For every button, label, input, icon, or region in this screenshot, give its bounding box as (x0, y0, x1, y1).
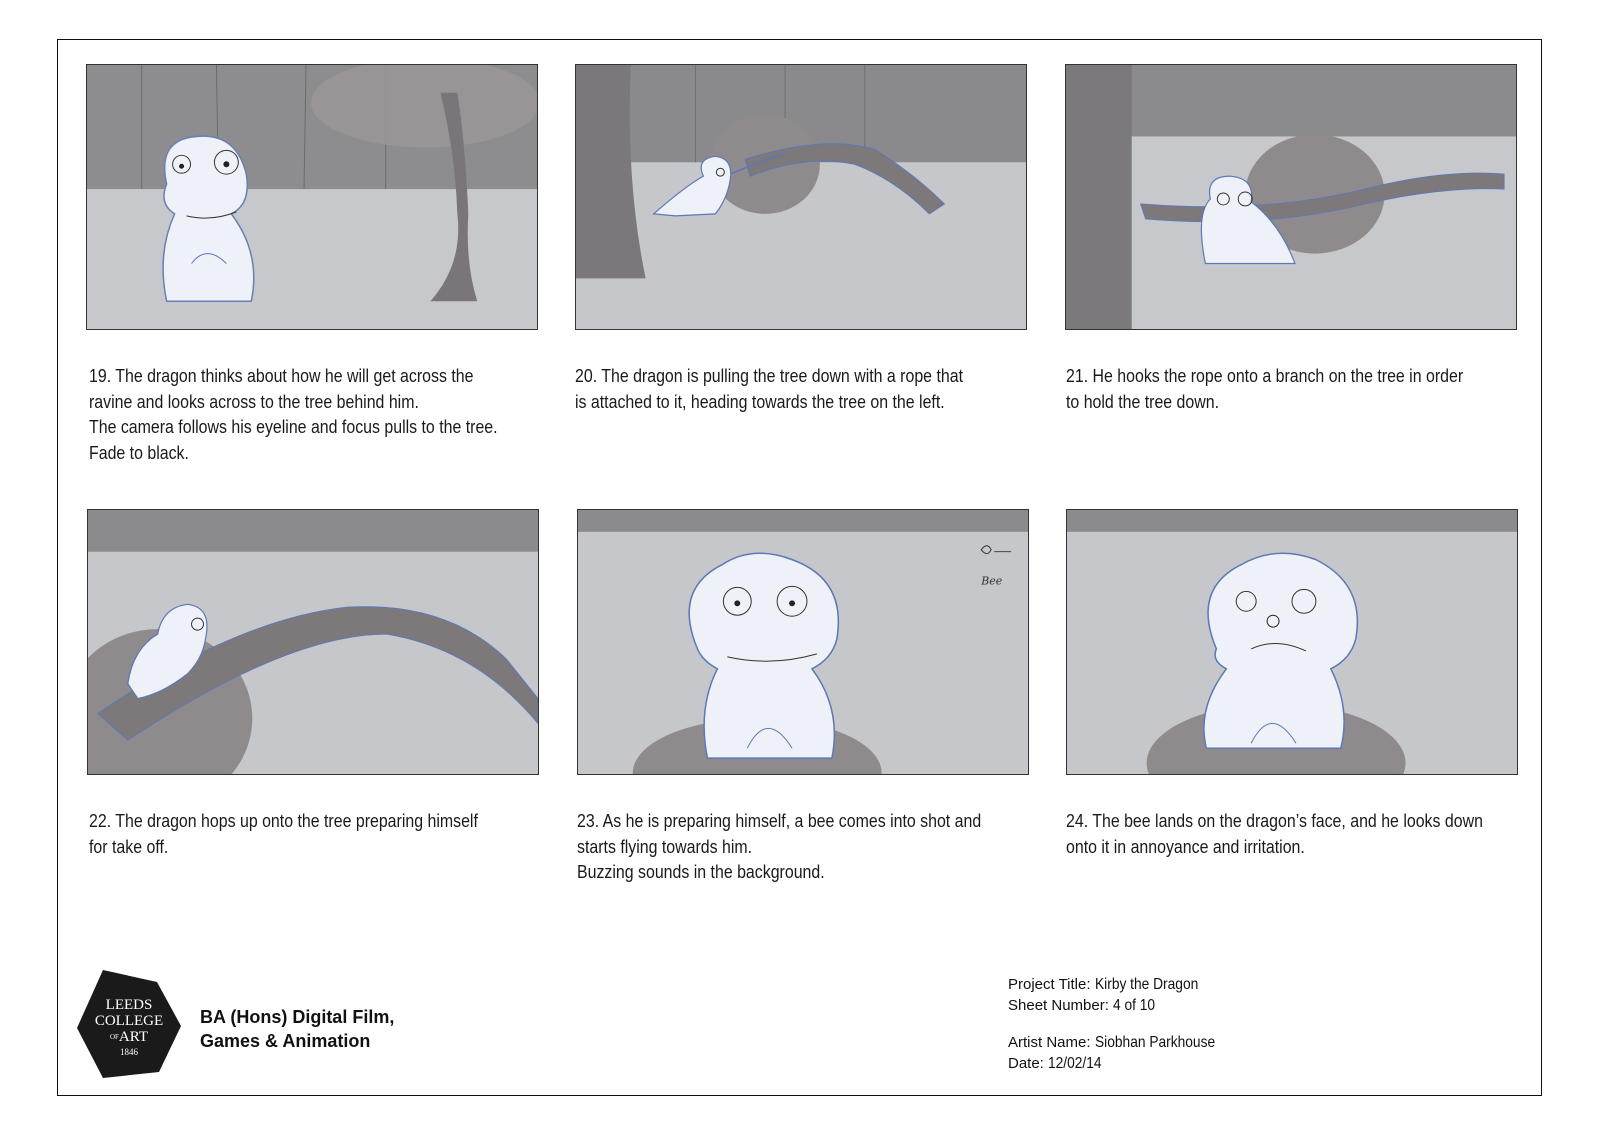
storyboard-panel-21 (1065, 64, 1517, 330)
bee-label: Bee (981, 574, 1003, 588)
logo-art: ART (118, 1029, 149, 1045)
artist-name-value: Siobhan Parkhouse (1094, 1034, 1215, 1051)
date-label: Date: (1008, 1055, 1044, 1072)
caption-line: Fade to black. (89, 441, 189, 463)
artist-name-label: Artist Name: (1008, 1034, 1091, 1051)
caption-line: 23. As he is preparing himself, a bee comes into shot and (577, 810, 982, 831)
panel-22-caption (89, 808, 493, 859)
panel-21-caption (1066, 363, 1470, 414)
caption-line: 21. He hooks the rope onto a branch on the tree in order (1066, 365, 1464, 386)
caption-line: ravine and looks across to the tree behind him. (89, 390, 419, 412)
caption-line: 24. The bee lands on the dragon’s face, and he looks down (1066, 810, 1483, 831)
caption-line: to hold the tree down. (1066, 390, 1220, 412)
panel-23-caption (577, 808, 981, 885)
storyboard-panel-19 (86, 64, 538, 330)
panel-19-sketch (87, 65, 537, 329)
logo-line-leeds: LEEDS (105, 997, 153, 1013)
storyboard-panel-24 (1066, 509, 1518, 775)
course-line-2: Games & Animation (200, 1031, 371, 1051)
panel-20-caption (575, 363, 979, 414)
storyboard-panel-20 (575, 64, 1027, 330)
project-title-label: Project Title: (1008, 976, 1091, 993)
project-title-row (1008, 976, 1215, 994)
date-row (1008, 1055, 1110, 1073)
caption-line: starts flying towards him. (577, 835, 753, 857)
course-title (200, 1005, 394, 1053)
logo-line-college: COLLEGE (94, 1013, 164, 1029)
artist-name-row (1008, 1034, 1234, 1052)
caption-line: is attached to it, heading towards the tree on the left. (575, 390, 945, 412)
panel-21-sketch (1066, 65, 1516, 329)
panel-24-caption (1066, 808, 1483, 859)
project-title-value: Kirby the Dragon (1094, 976, 1198, 993)
panel-22-sketch (88, 510, 538, 774)
sheet-number-value: 4 of 10 (1112, 997, 1155, 1014)
date-value: 12/02/14 (1047, 1055, 1102, 1072)
college-logo (75, 968, 183, 1080)
dragon-figure (689, 553, 838, 758)
panel-19-caption (89, 363, 498, 465)
logo-line-art (75, 1030, 183, 1045)
panel-20-sketch (576, 65, 1026, 329)
sheet-number-label: Sheet Number: (1008, 997, 1109, 1014)
sheet-number-row (1008, 997, 1162, 1015)
dragon-figure (1204, 553, 1357, 748)
storyboard-panel-22 (87, 509, 539, 775)
caption-line: onto it in annoyance and irritation. (1066, 835, 1305, 857)
panel-23-sketch (578, 510, 1028, 774)
caption-line: The camera follows his eyeline and focus pulls to the tree. (89, 416, 498, 437)
panel-24-sketch (1067, 510, 1517, 774)
caption-line: Buzzing sounds in the background. (577, 861, 825, 882)
caption-line: 22. The dragon hops up onto the tree preparing himself (89, 810, 478, 831)
logo-year: 1846 (120, 1047, 138, 1057)
caption-line: 19. The dragon thinks about how he will get across the (89, 365, 474, 386)
caption-line: for take off. (89, 835, 169, 857)
logo-of: OF (109, 1033, 119, 1042)
caption-line: 20. The dragon is pulling the tree down with a rope that (575, 365, 963, 386)
storyboard-panel-23 (577, 509, 1029, 775)
course-line-1: BA (Hons) Digital Film, (200, 1007, 395, 1027)
